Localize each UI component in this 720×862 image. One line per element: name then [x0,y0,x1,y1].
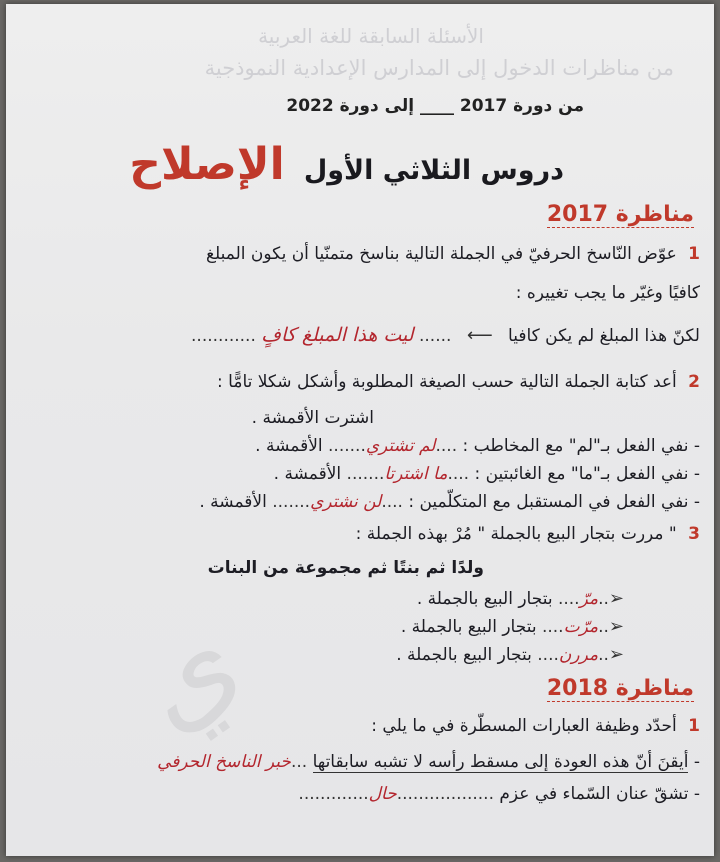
q1-text-1: عوّض النّاسخ الحرفيّ في الجملة التالية بناسخ متمنّيا أن يكون المبلغ [205,244,677,264]
q3-item-1: ➢..مرّ.... بتجار البيع بالجملة . [416,588,624,609]
q1-line-2: كافيًا وغيّر ما يجب تغييره : [515,283,700,303]
q2018-item-2: - تشقّ عنان السّماء في عزم ..................حال............. [298,784,700,804]
q2-line-1 [217,372,700,392]
page-title [129,139,564,190]
worksheet-page [6,4,714,856]
q2-item-1: - نفي الفعل بـ"لم" مع المخاطب : ....لم تشتري....... الأقمشة . [255,436,700,456]
header-faint-line-1: الأسئلة السابقة للغة العربية [258,24,484,48]
q3-item-rest: بتجار البيع بالجملة . [400,617,537,637]
q1-answer: ليت هذا المبلغ كافٍ [261,324,414,346]
section-2018-heading: مناظرة 2018 [546,676,694,701]
q3-number: 3 [688,524,700,544]
q2-item-answer: لم تشتري [365,436,436,456]
q3-item-2: ➢..مرّت.... بتجار البيع بالجملة . [400,616,624,637]
years-label: من دورة 2017 ____ إلى دورة 2022 [286,96,584,116]
q3-item-rest: بتجار البيع بالجملة . [396,645,532,665]
q3-item-answer: مرّ [579,589,599,609]
watermark: ي [106,589,264,758]
q2018-item-answer: خبر الناسخ الحرفي [157,752,291,772]
header-faint-line-2: من مناظرات الدخول إلى المدارس الإعدادية النموذجية [204,56,674,80]
q3-item-rest: بتجار البيع بالجملة . [416,589,553,609]
q2018-item-text: تشقّ عنان السّماء في عزم [499,784,689,804]
q2018-item-1: - أيقنَ أنّ هذه العودة إلى مسقط رأسه لا تشبه سابقاتها ...خبر الناسخ الحرفي [157,752,700,772]
title-black: دروس الثلاثي الأول [303,155,564,186]
q2-item-answer: لن نشتري [310,492,382,512]
q2-item-end: الأقمشة . [255,436,323,456]
q2018-item-answer: حال [368,784,397,804]
q2018-number: 1 [688,716,700,736]
q2-item-label: نفي الفعل في المستقبل مع المتكلّمين : [408,492,689,512]
q3-line-1 [356,524,700,544]
section-2017-heading: مناظرة 2017 [546,202,694,227]
q3-line-2: ولدًا ثم بنتًا ثم مجموعة من البنات [207,558,484,578]
q2018-line-1 [371,716,700,736]
q1-answer-line: لكنّ هذا المبلغ لم يكن كافيا ⟵ ...... ليت هذا المبلغ كافٍ ............ [191,324,700,346]
q2-item-end: الأقمشة . [199,492,267,512]
q2-item-end: الأقمشة . [273,464,342,484]
q2-sentence: اشترت الأقمشة . [251,408,374,428]
q2018-item-text: أيقنَ أنّ هذه العودة إلى مسقط رأسه لا تشبه سابقاتها [312,752,689,772]
title-red: الإصلاح [129,139,285,190]
q2-text-1: أعد كتابة الجملة التالية حسب الصيغة المطلوبة وأشكل شكلا تامًّا : [217,372,677,392]
q2-item-label: نفي الفعل بـ"لم" مع المخاطب : [462,436,689,456]
q2-item-3: - نفي الفعل في المستقبل مع المتكلّمين : ....لن نشتري....... الأقمشة . [199,492,700,512]
q3-item-3: ➢..مررن.... بتجار البيع بالجملة . [396,644,624,665]
q2018-text-1: أحدّد وظيفة العبارات المسطّرة في ما يلي : [371,716,677,736]
q3-text-1: " مررت بتجار البيع بالجملة " مُرْ بهذه الجملة : [355,524,677,544]
q2-item-2: - نفي الفعل بـ"ما" مع الغائبتين : ....ما اشترتا....... الأقمشة . [273,464,700,484]
q2-number: 2 [688,372,700,392]
q3-item-answer: مررن [558,645,599,665]
q1-prompt: لكنّ هذا المبلغ لم يكن كافيا [508,326,700,346]
q3-item-answer: مرّت [563,617,599,637]
q1-line-1 [206,244,700,264]
q2-item-answer: ما اشترتا [384,464,448,484]
arrow-icon: ⟵ [466,325,493,346]
q2-item-label: نفي الفعل بـ"ما" مع الغائبتين : [474,464,689,484]
q1-number: 1 [688,244,700,264]
